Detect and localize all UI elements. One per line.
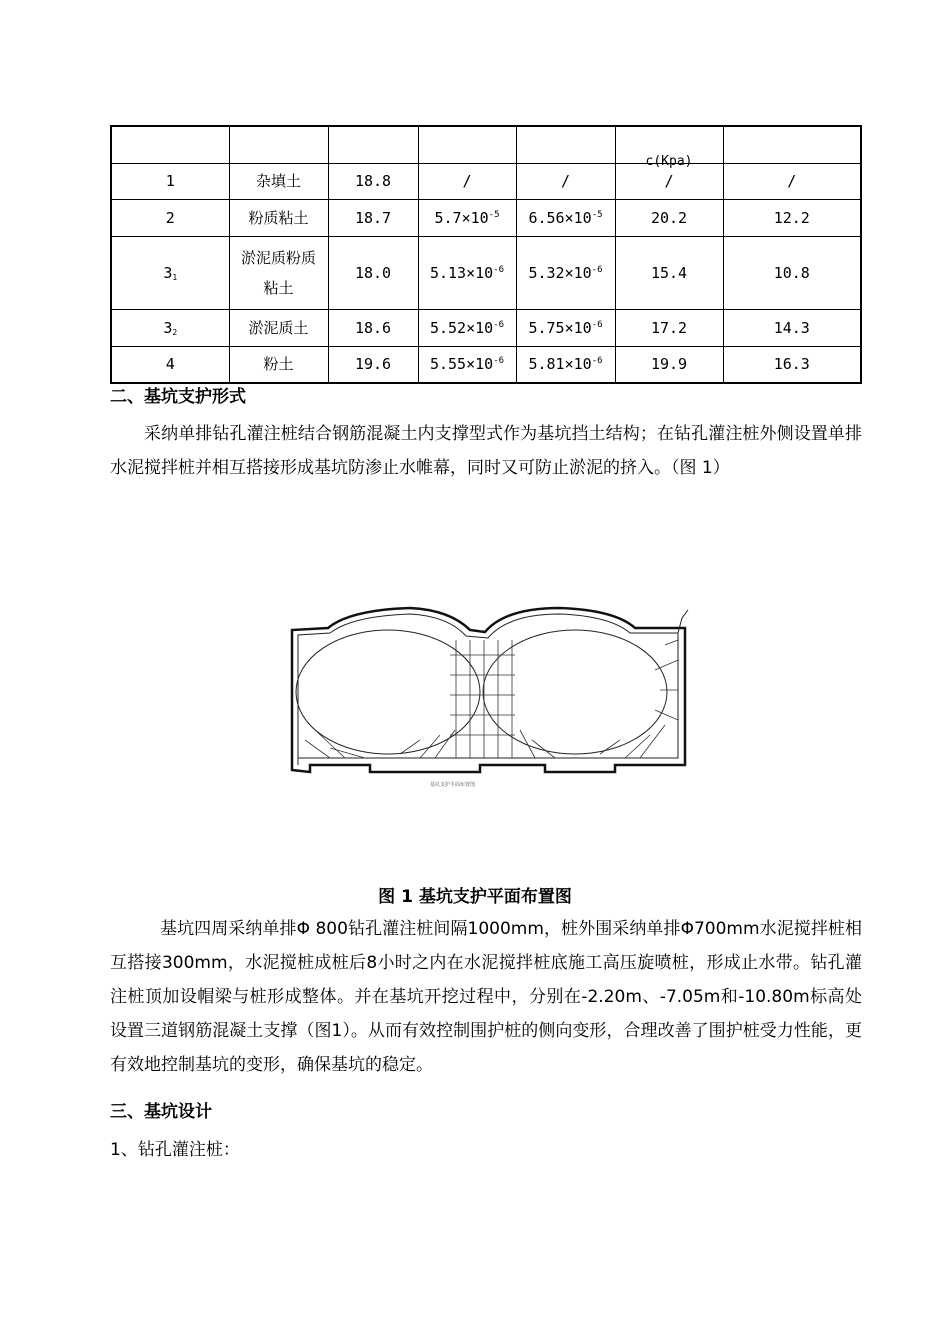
header-cell	[723, 126, 861, 163]
kh-value: /	[516, 163, 615, 199]
c-value: /	[615, 163, 723, 199]
header-cell	[516, 126, 615, 163]
table-header-row	[111, 126, 861, 163]
kh-value: $5.75\times 10^{-6}$	[516, 309, 615, 346]
header-c-label: c(Kpa)	[645, 153, 693, 169]
kv-value: $5.55\times 10^{-6}$	[418, 346, 516, 383]
c-value: 20.2	[615, 199, 723, 236]
soil-parameter-table	[110, 125, 862, 384]
paragraph: 采纳单排钻孔灌注桩结合钢筋混凝土内支撑型式作为基坑挡土结构；在钻孔灌注桩外侧设置单排水泥搅拌桩并相互搭接形成基坑防渗止水帷幕，同时又可防止淤泥的挤入。（图 1）	[110, 424, 862, 478]
layer-number: 1	[111, 163, 229, 199]
layer-number: 4	[111, 346, 229, 383]
header-cell-c	[615, 126, 723, 169]
kh-value: $5.81\times 10^{-6}$	[516, 346, 615, 383]
header-cell	[111, 126, 229, 163]
phi-value: 12.2	[723, 199, 861, 236]
soil-name: 杂填土	[229, 163, 328, 199]
phi-value: 10.8	[723, 236, 861, 309]
layer-number: $3_2$	[111, 309, 229, 346]
soil-name: 淤泥质土	[229, 309, 328, 346]
kv-value: /	[418, 163, 516, 199]
soil-name: 粉质粘土	[229, 199, 328, 236]
phi-value: /	[723, 163, 861, 199]
density-value: 18.8	[328, 163, 418, 199]
soil-name: 淤泥质粉质 粘土	[229, 236, 328, 309]
figure-caption: 图 1 基坑支护平面布置图	[378, 887, 572, 907]
header-cell	[328, 126, 418, 163]
table-row	[111, 236, 861, 309]
density-value: 18.6	[328, 309, 418, 346]
kv-value: $5.13\times 10^{-6}$	[418, 236, 516, 309]
layer-number: $3_1$	[111, 236, 229, 309]
paragraph: 基坑四周采纳单排Φ 800钻孔灌注桩间隔1000mm，桩外围采纳单排Φ700mm水泥搅拌桩相互搭接300mm，水泥搅桩成桩后8小时之内在水泥搅拌桩底施工高压旋喷桩，形成止水带。钻孔灌注桩顶加设帽梁与桩形成整体。并在基坑开挖过程中，分别在-2.20m、-7.05m和-10.80m标高处设置三道钢筋混凝土支撑（图1）。从而有效控制围护桩的侧向变形，合理改善了围护桩受力性能，更有效地控制基坑的变形，确保基坑的稳定。	[110, 919, 862, 1075]
density-value: 19.6	[328, 346, 418, 383]
list-item: 1、钻孔灌注桩：	[110, 1140, 240, 1160]
density-value: 18.7	[328, 199, 418, 236]
section-heading: 三、基坑设计	[110, 1102, 212, 1122]
c-value: 19.9	[615, 346, 723, 383]
drawing-title: 基坑支护平面布置图	[430, 782, 476, 788]
foundation-pit-plan-drawing	[270, 600, 710, 800]
kv-value: $5.52\times 10^{-6}$	[418, 309, 516, 346]
kh-value: $5.32\times 10^{-6}$	[516, 236, 615, 309]
phi-value: 16.3	[723, 346, 861, 383]
c-value: 17.2	[615, 309, 723, 346]
header-cell	[418, 126, 516, 163]
table-row	[111, 309, 861, 346]
kh-value: $6.56\times 10^{-5}$	[516, 199, 615, 236]
table-row	[111, 346, 861, 383]
c-value: 15.4	[615, 236, 723, 309]
table-row	[111, 163, 861, 199]
section-heading: 二、基坑支护形式	[110, 387, 246, 407]
layer-number: 2	[111, 199, 229, 236]
kv-value: $5.7\times 10^{-5}$	[418, 199, 516, 236]
phi-value: 14.3	[723, 309, 861, 346]
table-row	[111, 199, 861, 236]
header-cell	[229, 126, 328, 163]
density-value: 18.0	[328, 236, 418, 309]
soil-name: 粉土	[229, 346, 328, 383]
